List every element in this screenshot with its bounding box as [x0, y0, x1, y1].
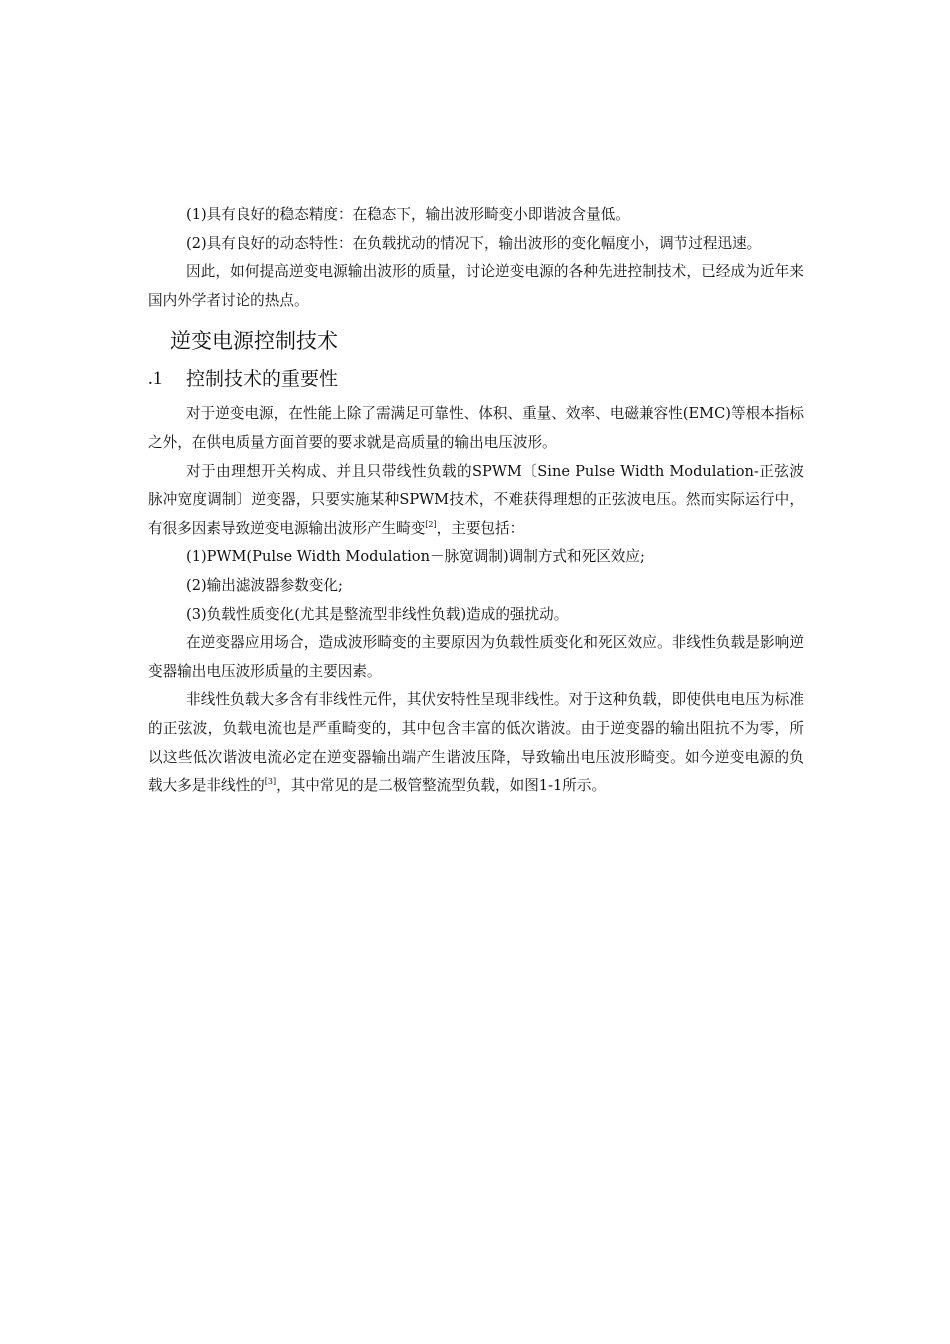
page-content	[148, 201, 804, 801]
factor-item-2: (2)输出滤波器参数变化;	[186, 576, 343, 594]
body-paragraph-3: 在逆变器应用场合，造成波形畸变的主要原因为负载性质变化和死区效应。非线性负载是影响逆变器输出电压波形质量的主要因素。	[148, 634, 804, 680]
factor-item-1: (1)PWM(Pulse Width Modulation－脉宽调制)调制方式和死区效应;	[186, 548, 645, 566]
subsection-title: 控制技术的重要性	[186, 368, 339, 391]
citation-2[interactable]: [2]	[425, 519, 437, 529]
paragraph-4-tail: ，其中常见的是二极管整流型负载，如图1-1所示。	[276, 777, 607, 795]
intro-conclusion: 因此，如何提高逆变电源输出波形的质量，讨论逆变电源的各种先进控制技术，已经成为近年来国内外学者讨论的热点。	[148, 263, 804, 309]
paragraph-2-tail: ，主要包括：	[436, 519, 525, 537]
body-paragraph-4	[148, 686, 804, 800]
intro-item-1: (1)具有良好的稳态精度：在稳态下，输出波形畸变小即谐波含量低。	[186, 206, 630, 223]
paragraph-4-text: 非线性负载大多含有非线性元件，其伏安特性呈现非线性。对于这种负载，即使供电电压为标准的正弦波，负载电流也是严重畸变的，其中包含丰富的低次谐波。由于逆变器的输出阻抗不为零，所以这些低次谐波电流必定在逆变器输出端产生谐波压降，导致输出电压波形畸变。如今逆变电源的负载大多是非线性的	[148, 691, 804, 795]
section-heading: 逆变电源控制技术	[170, 329, 338, 354]
body-paragraph-1: 对于逆变电源，在性能上除了需满足可靠性、体积、重量、效率、电磁兼容性(EMC)等根本指标之外，在供电质量方面首要的要求就是高质量的输出电压波形。	[148, 405, 804, 451]
paragraph-2-text: 对于由理想开关构成、并且只带线性负载的SPWM〔Sine Pulse Width Modulation-正弦波脉冲宽度调制〕逆变器，只要实施某种SPWM技术，不难获得理想的正弦波电压。然而实际运行中，有很多因素导致逆变电源输出波形产生畸变	[148, 462, 804, 537]
subsection-number: .1	[148, 368, 163, 390]
intro-item-2: (2)具有良好的动态特性：在负载扰动的情况下，输出波形的变化幅度小，调节过程迅速。	[186, 234, 762, 252]
citation-3[interactable]: [3]	[264, 777, 277, 787]
subsection-heading	[148, 364, 804, 394]
body-paragraph-2	[148, 458, 804, 544]
factor-item-3: (3)负载性质变化(尤其是整流型非线性负载)造成的强扰动。	[186, 605, 569, 623]
